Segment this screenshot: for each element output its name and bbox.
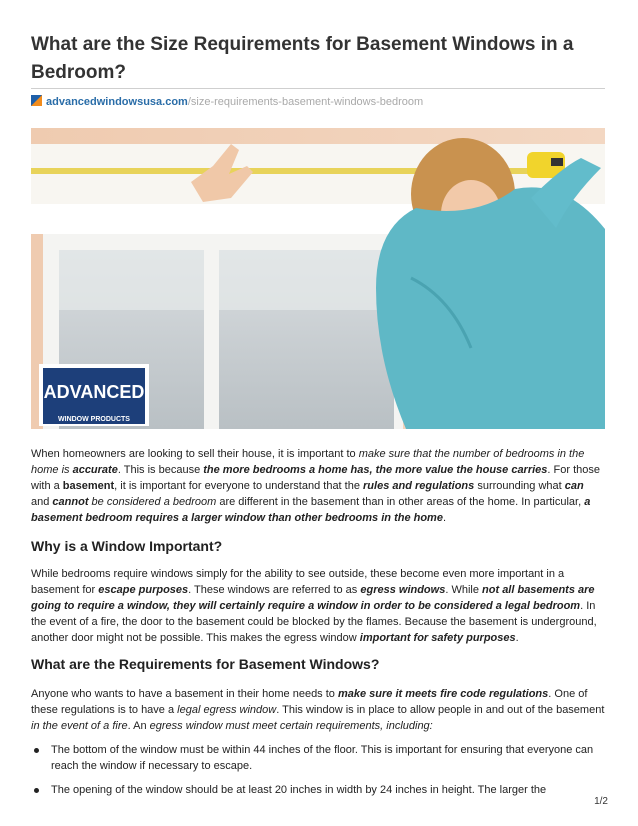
bullet-icon [34,748,39,753]
section-heading-why-window: Why is a Window Important? [31,538,223,554]
page-title: What are the Size Requirements for Basement Windows in a Bedroom? [31,34,574,83]
logo-text: ADVANCED [43,382,145,402]
intro-paragraph: When homeowners are looking to sell their house, it is important to make sure that the number of bedrooms in the home is accurate. This is because the more bedrooms a home has, the more value the house carries. For those with a basement, it is important for everyone to understand that the rules and regulations surrounding what can and cannot be considered a bedroom are different in the basement than in other areas of the home. In particular, a basement bedroom requires a larger window than other bedrooms in the home. [31,448,600,524]
source-path-link[interactable]: /size-requirements-basement-windows-bedroom [187,96,424,108]
requirements-list [31,742,605,806]
requirements-paragraph: Anyone who wants to have a basement in their home needs to make sure it meets fire code regulations. One of these regulations is to have a legal egress window. This window is in place to allow people in and out of the basement in the event of a fire. An egress window must meet certain requirements, including: [31,688,605,732]
list-item: The opening of the window should be at least 20 inches in width by 24 inches in height. The larger the [31,782,605,798]
page-number: 1/2 [594,796,608,807]
site-logo-icon [31,95,42,106]
source-line [31,95,423,109]
title-divider [31,88,605,89]
hero-image [31,128,605,429]
woman-measuring-window-photo [31,128,605,429]
list-item: The bottom of the window must be within 44 inches of the floor. This is important for ensuring that everyone can reach the window if necessary to escape. [31,742,605,774]
source-domain-link[interactable]: advancedwindowsusa.com [46,96,188,108]
section-heading-requirements: What are the Requirements for Basement Windows? [31,656,380,672]
logo-subtext: WINDOW PRODUCTS [58,416,130,423]
bullet-icon [34,788,39,793]
why-window-paragraph: While bedrooms require windows simply for the ability to see outside, these become even more important in a basement for escape purposes. These windows are referred to as egress windows. While not all basements are going to require a window, they will certainly require a window in order to be considered a legal bedroom. In the event of a fire, the door to the basement could be blocked by the flames. Because the basement is underground, another door might not be possible. This makes the egress window important for safety purposes. [31,568,597,644]
